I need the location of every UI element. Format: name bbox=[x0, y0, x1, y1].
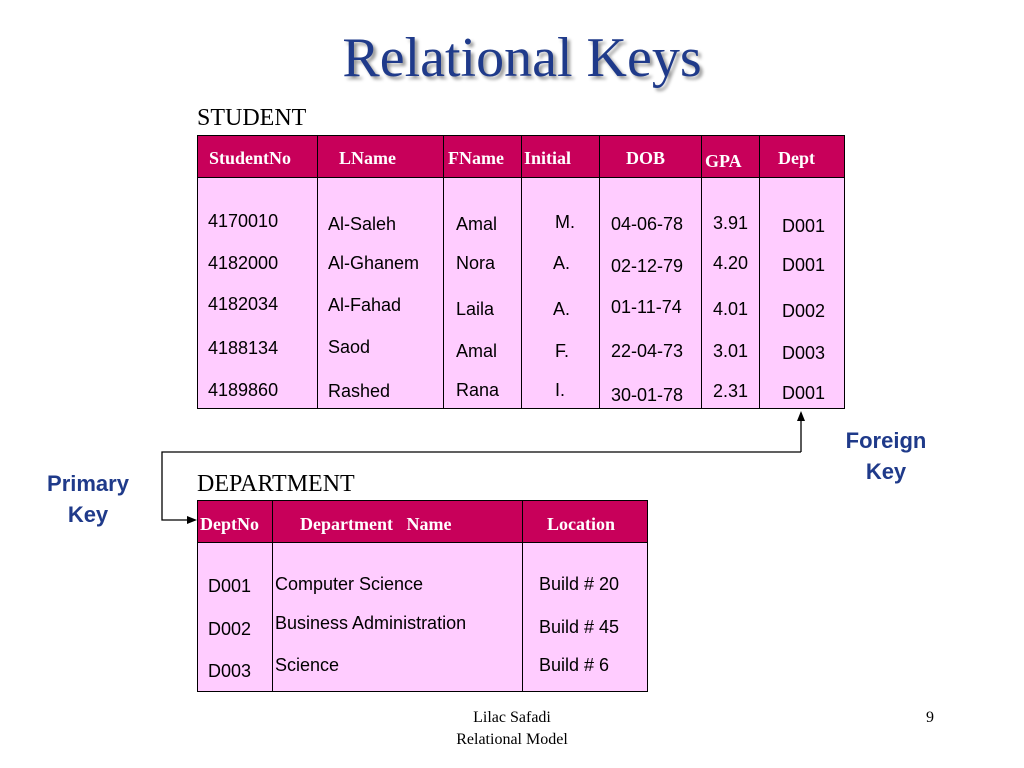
student-header-initial: Initial bbox=[524, 148, 572, 168]
slide-title: Relational Keys bbox=[342, 27, 702, 89]
department-name: Science bbox=[275, 655, 340, 675]
department-table-caption: DEPARTMENT bbox=[197, 471, 355, 497]
student-header-gpa: GPA bbox=[705, 151, 742, 171]
department-location: Build # 45 bbox=[539, 617, 620, 637]
department-table bbox=[197, 500, 648, 692]
department-header-location: Location bbox=[547, 514, 616, 534]
student-dob: 30-01-78 bbox=[611, 385, 684, 405]
student-dob: 02-12-79 bbox=[611, 256, 684, 276]
student-lname: Saod bbox=[328, 337, 371, 357]
student-lname: Al-Ghanem bbox=[328, 253, 420, 273]
student-dob: 04-06-78 bbox=[611, 214, 684, 234]
department-location: Build # 6 bbox=[539, 655, 610, 675]
student-fname: Nora bbox=[456, 253, 496, 273]
student-header-studentno: StudentNo bbox=[209, 148, 292, 168]
department-no: D003 bbox=[208, 661, 252, 681]
department-name: Business Administration bbox=[275, 613, 467, 633]
student-lname: Rashed bbox=[328, 381, 391, 401]
student-dept: D001 bbox=[782, 383, 826, 403]
department-location: Build # 20 bbox=[539, 574, 620, 594]
student-no: 4189860 bbox=[208, 380, 279, 400]
student-fname: Laila bbox=[456, 299, 495, 319]
student-header-fname: FName bbox=[448, 148, 504, 168]
student-lname: Al-Fahad bbox=[328, 295, 402, 315]
student-no: 4182034 bbox=[208, 294, 279, 314]
department-no: D002 bbox=[208, 619, 252, 639]
department-name: Computer Science bbox=[275, 574, 424, 594]
footer-subject: Relational Model bbox=[456, 731, 568, 748]
student-initial: A. bbox=[553, 253, 571, 273]
student-header-lname: LName bbox=[339, 148, 396, 168]
student-no: 4182000 bbox=[208, 253, 279, 273]
student-gpa: 2.31 bbox=[713, 381, 749, 401]
department-header-deptno: DeptNo bbox=[200, 514, 259, 534]
student-fname: Amal bbox=[456, 341, 498, 361]
student-fname: Rana bbox=[456, 380, 500, 400]
student-dept: D002 bbox=[782, 301, 826, 321]
slide-footer bbox=[412, 707, 612, 751]
student-initial: M. bbox=[555, 212, 575, 232]
student-no: 4170010 bbox=[208, 211, 279, 231]
student-header-dept: Dept bbox=[778, 148, 815, 168]
student-gpa: 4.01 bbox=[713, 299, 749, 319]
student-gpa: 4.20 bbox=[713, 253, 749, 273]
page-number: 9 bbox=[926, 709, 934, 726]
student-table-caption: STUDENT bbox=[197, 105, 307, 131]
student-initial: I. bbox=[555, 380, 566, 400]
department-header-name: Department Name bbox=[300, 514, 452, 534]
student-initial: A. bbox=[553, 299, 571, 319]
primary-key-label: Primary Key bbox=[47, 471, 129, 527]
student-dept: D001 bbox=[782, 216, 826, 236]
student-dob: 22-04-73 bbox=[611, 341, 684, 361]
foreign-key-label: Foreign Key bbox=[845, 428, 927, 484]
student-fname: Amal bbox=[456, 214, 498, 234]
student-lname: Al-Saleh bbox=[328, 214, 397, 234]
footer-author: Lilac Safadi bbox=[473, 709, 551, 726]
student-dept: D003 bbox=[782, 343, 826, 363]
department-no: D001 bbox=[208, 576, 252, 596]
student-no: 4188134 bbox=[208, 338, 279, 358]
student-header-dob: DOB bbox=[626, 148, 666, 168]
student-dept: D001 bbox=[782, 255, 826, 275]
student-initial: F. bbox=[555, 341, 570, 361]
student-dob: 01-11-74 bbox=[611, 297, 682, 317]
student-gpa: 3.91 bbox=[713, 213, 749, 233]
student-gpa: 3.01 bbox=[713, 341, 749, 361]
